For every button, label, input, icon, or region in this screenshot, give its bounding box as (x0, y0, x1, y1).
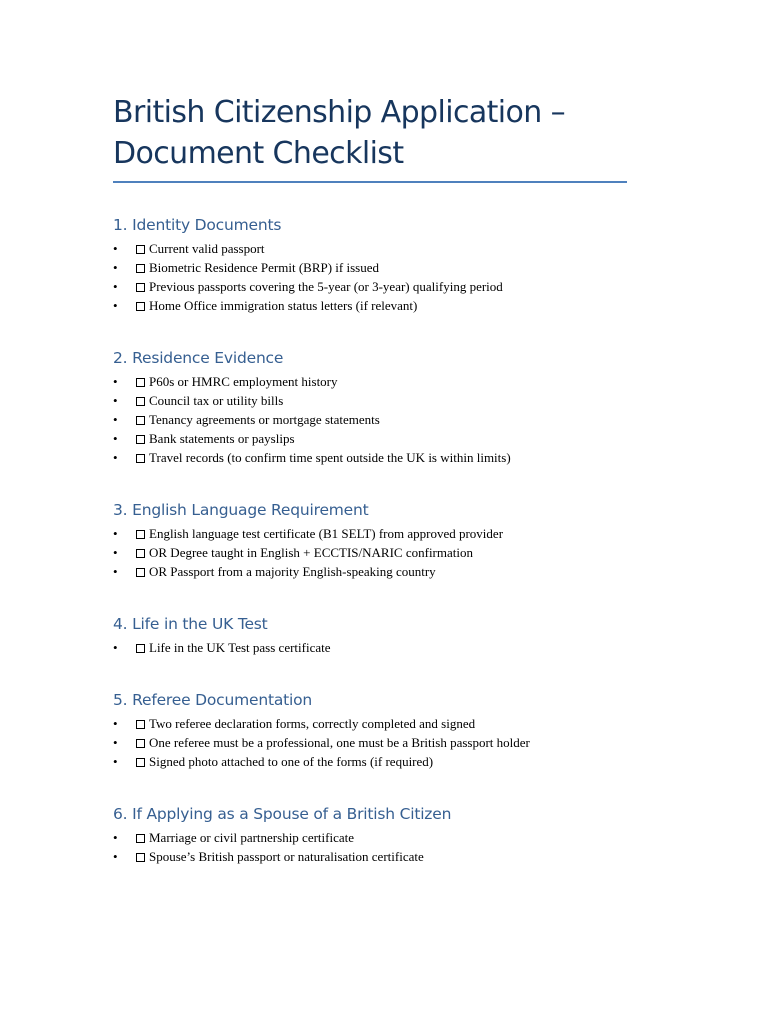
checklist-item-label: OR Passport from a majority English-speaking country (149, 564, 436, 579)
checklist-item (113, 258, 627, 277)
bullet-icon: • (113, 564, 118, 579)
checkbox-icon (136, 568, 145, 577)
checkbox-icon (136, 416, 145, 425)
checklist-item-label: Travel records (to confirm time spent outside the UK is within limits) (149, 450, 511, 465)
checkbox-icon (136, 264, 145, 273)
checklist (113, 828, 627, 866)
bullet-icon: • (113, 260, 118, 275)
checkbox-icon (136, 245, 145, 254)
section-english-language (113, 500, 627, 581)
checklist-item-label: Current valid passport (149, 241, 265, 256)
checklist (113, 372, 627, 467)
bullet-icon: • (113, 640, 118, 655)
document-title (113, 92, 627, 174)
checklist-item-label: Biometric Residence Permit (BRP) if issued (149, 260, 379, 275)
checklist-item (113, 296, 627, 315)
checkbox-icon (136, 853, 145, 862)
checkbox-icon (136, 302, 145, 311)
checklist-item (113, 638, 627, 657)
section-spouse-documents (113, 804, 627, 866)
checklist-item (113, 410, 627, 429)
checkbox-icon (136, 720, 145, 729)
bullet-icon: • (113, 545, 118, 560)
checklist-item (113, 733, 627, 752)
checkbox-icon (136, 454, 145, 463)
checklist-item (113, 847, 627, 866)
checklist-item (113, 429, 627, 448)
bullet-icon: • (113, 830, 118, 845)
bullet-icon: • (113, 241, 118, 256)
checklist-item-label: OR Degree taught in English + ECCTIS/NARIC confirmation (149, 545, 473, 560)
checklist-item (113, 714, 627, 733)
bullet-icon: • (113, 412, 118, 427)
checklist-item-label: Bank statements or payslips (149, 431, 295, 446)
checklist-item-label: Previous passports covering the 5-year (or 3-year) qualifying period (149, 279, 503, 294)
bullet-icon: • (113, 849, 118, 864)
checkbox-icon (136, 644, 145, 653)
bullet-icon: • (113, 735, 118, 750)
bullet-icon: • (113, 431, 118, 446)
section-heading: 6. If Applying as a Spouse of a British Citizen (113, 805, 452, 823)
checklist-item (113, 524, 627, 543)
checklist-item (113, 391, 627, 410)
bullet-icon: • (113, 754, 118, 769)
section-identity-documents (113, 215, 627, 315)
section-heading: 5. Referee Documentation (113, 691, 313, 709)
checklist-item-label: Two referee declaration forms, correctly completed and signed (149, 716, 476, 731)
document-title-line-1: British Citizenship Application – (113, 95, 566, 130)
checklist-item-label: Signed photo attached to one of the forms (if required) (149, 754, 434, 769)
checkbox-icon (136, 378, 145, 387)
checkbox-icon (136, 834, 145, 843)
bullet-icon: • (113, 298, 118, 313)
checklist (113, 239, 627, 315)
checklist (113, 524, 627, 581)
checklist-item-label: Marriage or civil partnership certificate (149, 830, 355, 845)
checkbox-icon (136, 758, 145, 767)
section-residence-evidence (113, 348, 627, 467)
section-heading: 1. Identity Documents (113, 216, 282, 234)
document-page (113, 92, 627, 866)
checklist-sections (113, 215, 627, 866)
bullet-icon: • (113, 393, 118, 408)
checklist-item-label: Spouse’s British passport or naturalisation certificate (149, 849, 424, 864)
section-heading: 2. Residence Evidence (113, 349, 284, 367)
checkbox-icon (136, 549, 145, 558)
checkbox-icon (136, 530, 145, 539)
checkbox-icon (136, 283, 145, 292)
section-heading: 4. Life in the UK Test (113, 615, 268, 633)
checklist-item (113, 448, 627, 467)
checklist-item (113, 752, 627, 771)
checklist-item-label: English language test certificate (B1 SELT) from approved provider (149, 526, 504, 541)
checklist-item-label: Tenancy agreements or mortgage statements (149, 412, 380, 427)
bullet-icon: • (113, 279, 118, 294)
bullet-icon: • (113, 450, 118, 465)
checkbox-icon (136, 397, 145, 406)
section-referee-documentation (113, 690, 627, 771)
checklist-item (113, 828, 627, 847)
section-heading: 3. English Language Requirement (113, 501, 369, 519)
checklist-item (113, 239, 627, 258)
checkbox-icon (136, 739, 145, 748)
checklist (113, 638, 627, 657)
checkbox-icon (136, 435, 145, 444)
checklist-item-label: Home Office immigration status letters (if relevant) (149, 298, 418, 313)
section-life-in-uk-test (113, 614, 627, 657)
document-title-line-2: Document Checklist (113, 136, 404, 171)
checklist-item-label: Life in the UK Test pass certificate (149, 640, 331, 655)
checklist (113, 714, 627, 771)
checklist-item (113, 277, 627, 296)
checklist-item (113, 543, 627, 562)
bullet-icon: • (113, 716, 118, 731)
checklist-item (113, 372, 627, 391)
bullet-icon: • (113, 374, 118, 389)
bullet-icon: • (113, 526, 118, 541)
checklist-item-label: Council tax or utility bills (149, 393, 284, 408)
checklist-item (113, 562, 627, 581)
checklist-item-label: P60s or HMRC employment history (149, 374, 338, 389)
checklist-item-label: One referee must be a professional, one must be a British passport holder (149, 735, 530, 750)
title-underline-rule (113, 181, 627, 183)
